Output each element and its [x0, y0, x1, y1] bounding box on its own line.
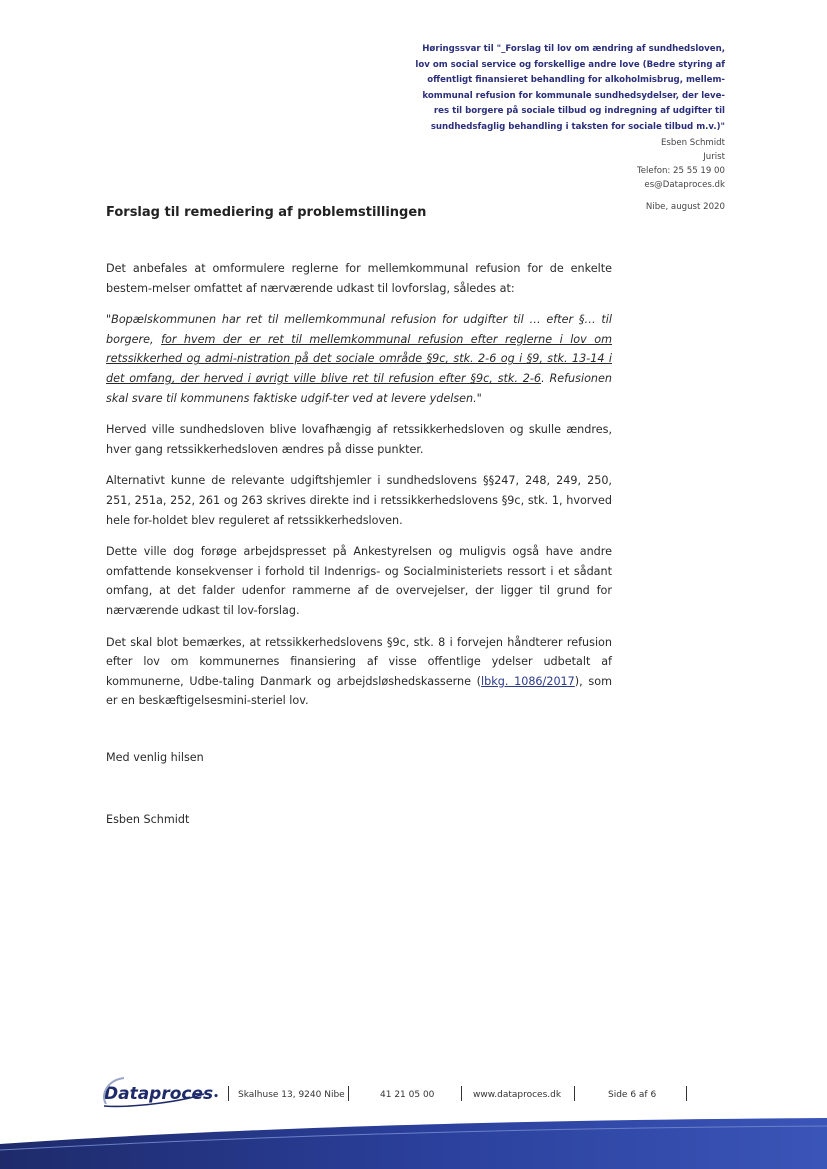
subject-line: lov om social service og forskellige andre love (Bedre styring af [415, 59, 725, 70]
letter-header [395, 42, 725, 214]
subject-line: kommunal refusion for kommunale sundhedsydelser, der leve- [422, 90, 725, 101]
law-reference-link[interactable]: lbkg. 1086/2017 [481, 674, 575, 688]
note-text-end: ), som er en beskæftigelsesmini-steriel lov. [106, 674, 612, 708]
footer-separator [348, 1086, 349, 1101]
letter-date: Nibe, august 2020 [645, 201, 725, 212]
letter-body [106, 259, 612, 723]
footer-separator [461, 1086, 462, 1101]
paragraph-intro: Det anbefales at omformulere reglerne for mellemkommunal refusion for de enkelte bestem-melser omfattet af nærværende udkast til lovforslag, således at: [106, 262, 612, 295]
subject-line: Høringssvar til "_Forslag til lov om ændring af sundhedsloven, [422, 44, 725, 54]
paragraph-consequence: Herved ville sundhedsloven blive lovafhængig af retssikkerhedsloven og skulle ændres, hver gang retssikkerhedsloven ændres på disse punkter. [106, 423, 612, 456]
quote-text-start: "Bopælskommunen har ret til mellemkommunal refusion for udgifter til … efter §… til borgere, [106, 313, 612, 346]
sender-name: Esben Schmidt [660, 137, 725, 148]
paragraph-alternative: Alternativt kunne de relevante udgiftshjemler i sundhedslovens §§247, 248, 249, 250, 251, 251a, 252, 261 og 263 skrives direkte ind i retssikkerhedslovens §9c, stk. 1, hvorved hele for-holdet blev reguleret af retssikkerhedsloven. [106, 474, 612, 527]
paragraph-note [106, 633, 612, 711]
sender-email[interactable]: es@Dataproces.dk [644, 179, 725, 190]
sender-title: Jurist [703, 151, 725, 162]
footer-separator [574, 1086, 575, 1101]
logo-wordmark: Dataproces [104, 1084, 214, 1104]
proposed-wording-quote [106, 310, 612, 408]
sender-info [395, 136, 725, 214]
page-number: Side 6 af 6 [608, 1090, 657, 1100]
logo-swoosh-icon [100, 1074, 210, 1108]
subject-line: res til borgere på sociale tilbud og indregning af udgifter til [433, 106, 725, 117]
footer-website[interactable]: www.dataproces.dk [473, 1090, 562, 1100]
footer-separator [686, 1086, 687, 1101]
dataproces-logo [104, 1084, 219, 1104]
subject-line: sundhedsfaglig behandling i taksten for sociale tilbud m.v.)" [430, 121, 725, 132]
sender-phone: Telefon: 25 55 19 00 [636, 165, 725, 176]
quote-text-end: . Refusionen skal svare til kommunens faktiske udgif-ter ved at levere ydelsen." [106, 371, 612, 405]
footer-wave-decoration [0, 1116, 827, 1169]
footer-address: Skalhuse 13, 9240 Nibe [238, 1090, 345, 1100]
paragraph-workload: Dette ville dog forøge arbejdspresset på Ankestyrelsen og muligvis også have andre omfattende konsekvenser i forhold til Indenrigs- og Socialministeriets ressort i et sådant omfang, at det falder udenfor rammerne af de overvejelser, der ligger til grund for nærværende udkast til lov-forslag. [106, 545, 612, 617]
footer-phone: 41 21 05 00 [380, 1090, 435, 1100]
logo-mark-icon: • [213, 1092, 219, 1102]
closing-greeting: Med venlig hilsen [106, 751, 204, 764]
subject-line: offentligt finansieret behandling for alkoholmisbrug, mellem- [427, 75, 725, 86]
signer-name: Esben Schmidt [106, 813, 190, 826]
page-footer [0, 1076, 827, 1169]
subject-block [395, 42, 725, 136]
footer-separator [228, 1086, 229, 1101]
section-heading: Forslag til remediering af problemstillingen [106, 205, 427, 220]
note-text-start: Det skal blot bemærkes, at retssikkerhedslovens §9c, stk. 8 i forvejen håndterer refusion efter lov om kommunernes finansiering af visse offentlige ydelser udbetalt af kommunerne, Udbe-taling Danmark og arbejdsløshedskasserne ( [106, 635, 612, 688]
quote-text-underlined: for hvem der er ret til mellemkommunal refusion efter reglerne i lov om retssikkerhed og admi-nistration på det sociale område §9c, stk. 2-6 og i §9, stk. 13-14 i det omfang, der herved i øvrigt ville blive ret til refusion efter §9c, stk. 2-6 [106, 332, 613, 385]
